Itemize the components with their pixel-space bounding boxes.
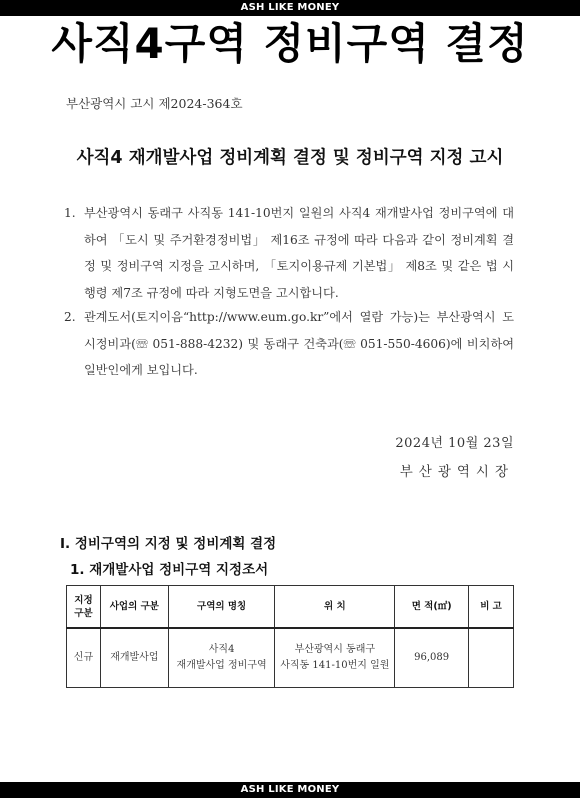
header-area: 면 적(㎡) [395,586,469,629]
bottom-banner: ASH LIKE MONEY [0,782,580,798]
section-heading: I. 정비구역의 지정 및 정비계획 결정 [60,536,277,552]
subsection-heading: 1. 재개발사업 정비구역 지정조서 [70,562,269,578]
header-remark: 비 고 [469,586,514,629]
headline: 사직4구역 정비구역 결정 [51,19,529,68]
header-location: 위 치 [275,586,395,629]
header-type: 지정 구분 [67,586,101,629]
cell-remark [469,628,514,688]
top-banner: ASH LIKE MONEY [0,0,580,16]
cell-category: 재개발사업 [100,628,168,688]
cell-area: 96,089 [395,628,469,688]
item-number: 2. [64,310,76,324]
designation-table [66,585,514,688]
header-name: 구역의 명칭 [168,586,275,629]
cell-name: 사직4 재개발사업 정비구역 [168,628,275,688]
header-category: 사업의 구분 [100,586,168,629]
notice-item-1 [64,200,514,306]
cell-location: 부산광역시 동래구 사직동 141-10번지 일원 [275,628,395,688]
item-text: 부산광역시 동래구 사직동 141-10번지 일원의 사직4 재개발사업 정비구역에 대하여 「도시 및 주거환경정비법」 제16조 규정에 따라 다음과 같이 정비계획 결정 및 정비구역 지정을 고시하며, 「토지이용규제 기본법」 제8조 및 같은 법 시행령 제7조 규정에 따라 지형도면을 고시합니다. [84,206,514,300]
notice-number: 부산광역시 고시 제2024-364호 [66,96,243,111]
item-number: 1. [64,206,76,220]
notice-item-2 [64,304,514,384]
document-title: 사직4 재개발사업 정비계획 결정 및 정비구역 지정 고시 [76,148,504,168]
item-text: 관계도서(토지이음“http://www.eum.go.kr”에서 열람 가능)는 부산광역시 도시정비과(☏ 051-888-4232) 및 동래구 건축과(☏ 051-550-4606)에 비치하여 일반인에게 보입니다. [84,310,514,377]
table-row [67,628,514,688]
signer: 부산광역시장 [399,464,514,480]
table-header-row [67,586,514,629]
cell-type: 신규 [67,628,101,688]
notice-date: 2024년 10월 23일 [395,436,514,451]
